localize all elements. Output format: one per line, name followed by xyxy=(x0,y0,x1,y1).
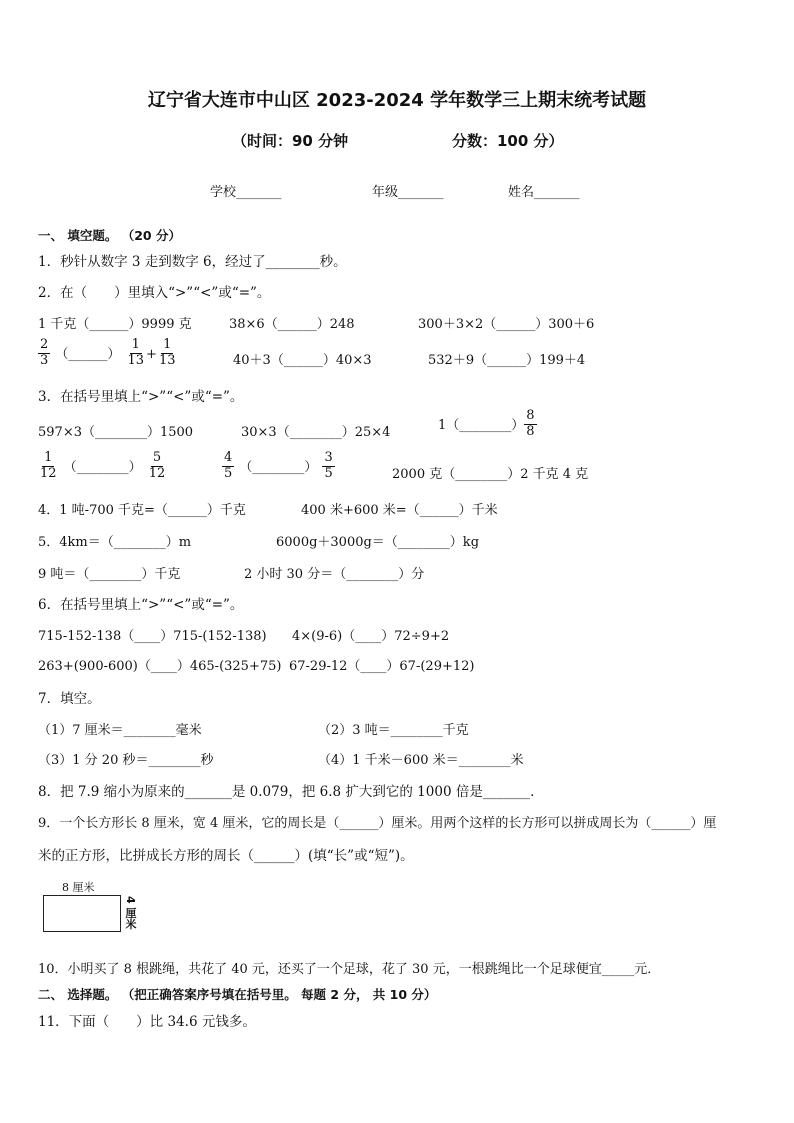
question-4b: 400 米+600 米=（______）千米 xyxy=(301,503,498,518)
question-2-item: 532＋9（______）199＋4 xyxy=(428,353,586,368)
question-3-item: 2000 克（________）2 千克 4 克 xyxy=(392,467,589,482)
question-11: 11．下面（ ）比 34.6 元钱多。 xyxy=(38,1014,256,1030)
question-6a: 715-152-138（____）715-(152-138) xyxy=(38,629,267,644)
fraction: $\frac{3}{5}$ xyxy=(324,450,333,481)
question-4a: 4．1 吨-700 千克=（______）千克 xyxy=(38,503,246,518)
question-7-stem: 7．填空。 xyxy=(38,691,101,707)
answer-blank: （________） xyxy=(63,459,142,475)
rectangle-length-label: 8 厘米 xyxy=(62,881,95,894)
question-9-line2: 米的正方形，比拼成长方形的周长（______）(填“长”或“短”)。 xyxy=(38,848,414,864)
question-2-stem: 2．在（ ）里填入“>”“<”或“=”。 xyxy=(38,285,271,301)
fraction: $\frac{5}{12}$ xyxy=(148,450,166,481)
rectangle-width-label: 4 厘米 xyxy=(124,896,137,930)
fraction: $\frac{1}{13}$ xyxy=(158,337,176,368)
question-2-item: 1 千克（______）9999 克 xyxy=(38,317,192,332)
question-7a: （1）7 厘米＝________毫米 xyxy=(38,723,202,738)
exam-score: 分数：100 分） xyxy=(452,132,564,150)
question-6-stem: 6．在括号里填上“>”“<”或“=”。 xyxy=(38,597,244,613)
question-8: 8．把 7.9 缩小为原来的_______是 0.079，把 6.8 扩大到它的 1000 倍是_______． xyxy=(38,784,544,800)
question-6d: 67-29-12（____）67-(29+12) xyxy=(289,659,475,674)
question-10: 10．小明买了 8 根跳绳，共花了 40 元，还买了一个足球，花了 30 元，一根跳绳比一个足球便宜_____元． xyxy=(38,962,661,977)
question-6b: 4×(9-6)（____）72÷9+2 xyxy=(292,629,450,644)
answer-blank: （________） xyxy=(239,459,318,475)
question-5d: 2 小时 30 分＝（________）分 xyxy=(244,567,425,582)
question-3-item xyxy=(222,451,335,482)
fraction: $\frac{4}{5}$ xyxy=(224,450,233,481)
section-2-title: 二、 选择题。 （把正确答案序号填在括号里。 每题 2 分， 共 10 分） xyxy=(38,987,437,1002)
question-7c: （3）1 分 20 秒＝________秒 xyxy=(38,753,214,768)
question-6c: 263+(900-600)（____）465-(325+75) xyxy=(38,659,282,674)
school-field: 学校_______ xyxy=(210,185,282,200)
question-2-fraction-row xyxy=(38,338,177,369)
fraction: $\frac{8}{8}$ xyxy=(526,408,535,439)
section-1-title: 一、 填空题。 （20 分） xyxy=(38,228,181,243)
grade-field: 年级_______ xyxy=(372,185,444,200)
page-title: 辽宁省大连市中山区 2023-2024 学年数学三上期末统考试题 xyxy=(147,90,647,111)
question-7b: （2）3 吨＝________千克 xyxy=(318,723,469,738)
question-2-item: 300＋3×2（______）300＋6 xyxy=(418,317,595,332)
fraction: $\frac{1}{12}$ xyxy=(40,450,57,481)
rectangle-figure xyxy=(43,895,121,932)
question-5b: 6000g＋3000g＝（________）kg xyxy=(276,535,480,550)
exam-time: （时间：90 分钟 xyxy=(232,132,349,150)
fraction: $\frac{1}{13}$ xyxy=(127,337,145,368)
answer-blank: （______） xyxy=(55,346,121,362)
name-field: 姓名_______ xyxy=(508,185,580,200)
question-3-item: 597×3（________）1500 xyxy=(38,425,194,440)
question-2-item: 38×6（______）248 xyxy=(229,317,355,332)
question-5a: 5．4km＝（________）m xyxy=(38,535,192,550)
fraction: $\frac{2}{3}$ xyxy=(40,337,49,368)
question-1: 1．秒针从数字 3 走到数字 6，经过了________秒。 xyxy=(38,254,347,270)
question-3-item: 1（________） $\frac{8}{8}$ xyxy=(438,408,535,439)
question-3-item: 30×3（________）25×4 xyxy=(241,425,391,440)
plus-sign: + xyxy=(146,346,157,362)
question-3-stem: 3．在括号里填上“>”“<”或“=”。 xyxy=(38,389,244,405)
question-2-item: 40＋3（______）40×3 xyxy=(233,353,372,368)
question-3-item xyxy=(38,451,167,482)
question-5c: 9 吨＝（________）千克 xyxy=(38,567,181,582)
question-9-line1: 9．一个长方形长 8 厘米，宽 4 厘米，它的周长是（______）厘米。用两个这样的长方形可以拼成周长为（______）厘 xyxy=(38,816,717,831)
question-7d: （4）1 千米－600 米＝________米 xyxy=(318,753,524,768)
